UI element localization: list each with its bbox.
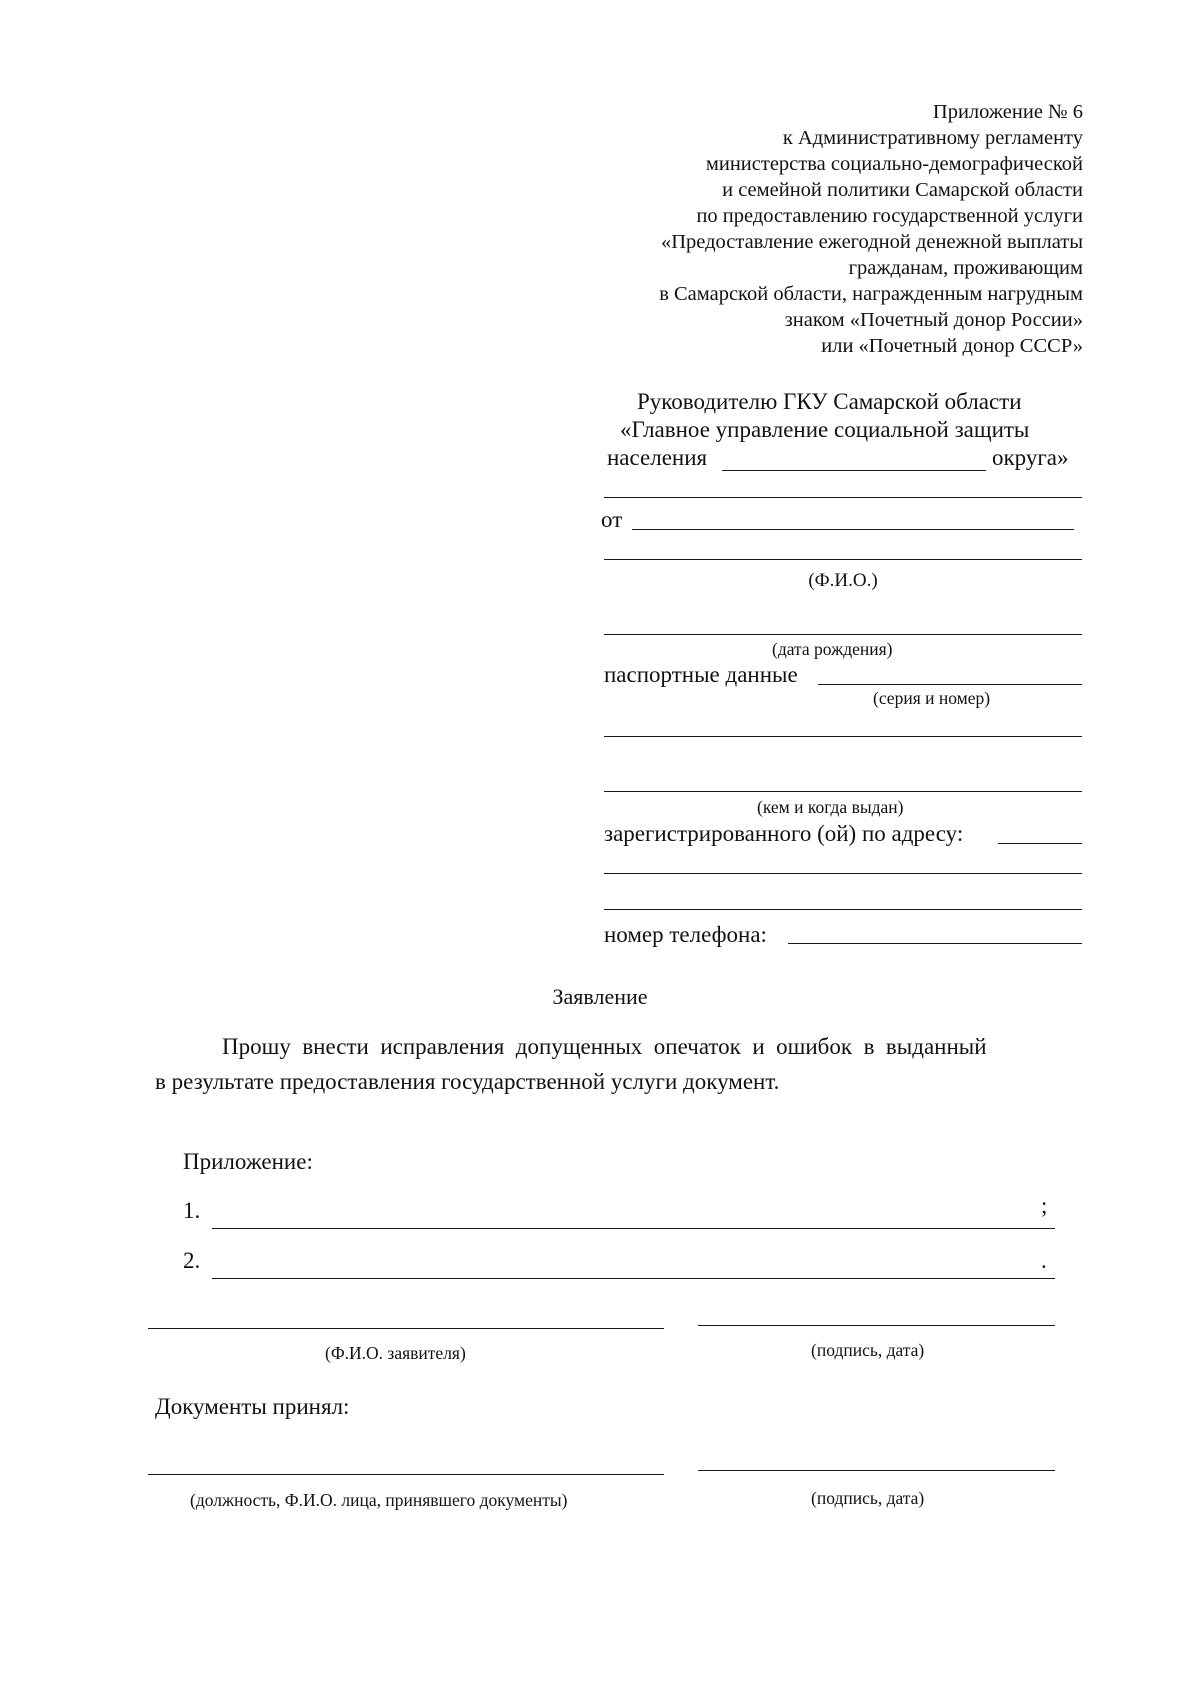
- passport-field[interactable]: [818, 684, 1082, 685]
- appendix-line: в Самарской области, награжденным нагрудным: [659, 283, 1083, 305]
- issued-field[interactable]: [604, 791, 1082, 792]
- addressee-suffix: округа»: [992, 445, 1069, 470]
- fio-caption: (Ф.И.О.): [808, 570, 878, 591]
- address-field-3[interactable]: [604, 909, 1082, 910]
- from-label: от: [601, 507, 623, 532]
- address-field-2[interactable]: [604, 873, 1082, 874]
- document-title: Заявление: [552, 984, 648, 1009]
- appendix-line: по предоставлению государственной услуги: [696, 205, 1083, 227]
- addressee-line-1: Руководителю ГКУ Самарской области: [637, 389, 1022, 414]
- appendix-line: знаком «Почетный донор России»: [784, 309, 1083, 331]
- addressee-extra-field[interactable]: [604, 497, 1082, 498]
- applicant-fio-field[interactable]: [148, 1328, 664, 1329]
- passport-extra-field[interactable]: [604, 736, 1082, 737]
- district-field[interactable]: [722, 470, 986, 471]
- official-sign-caption: (подпись, дата): [811, 1488, 925, 1508]
- address-field[interactable]: [998, 843, 1082, 844]
- phone-label: номер телефона:: [604, 922, 767, 947]
- statement-line-1: Прошу внести исправления допущенных опечаток и ошибок в выданный: [222, 1034, 987, 1059]
- addressee-prefix: населения: [607, 445, 708, 470]
- attachment-field-1[interactable]: [212, 1228, 1055, 1229]
- passport-caption: (серия и номер): [873, 688, 991, 708]
- attachment-end-mark: .: [1041, 1248, 1047, 1273]
- attachment-number: 1.: [183, 1198, 201, 1223]
- addressee-line-2: «Главное управление социальной защиты: [620, 417, 1030, 442]
- appendix-number: Приложение № 6: [932, 101, 1083, 123]
- statement-line-2: в результате предоставления государственной услуги документ.: [155, 1069, 780, 1094]
- appendix-line: или «Почетный донор СССР»: [821, 335, 1083, 357]
- official-caption: (должность, Ф.И.О. лица, принявшего документы): [190, 1490, 568, 1510]
- attachment-number: 2.: [183, 1248, 201, 1273]
- appendix-line: к Административному регламенту: [782, 127, 1083, 149]
- applicant-fio-caption: (Ф.И.О. заявителя): [325, 1343, 466, 1363]
- from-field[interactable]: [632, 529, 1074, 530]
- issued-caption: (кем и когда выдан): [757, 797, 904, 817]
- phone-field[interactable]: [788, 943, 1082, 944]
- official-fio-field[interactable]: [148, 1474, 664, 1475]
- appendix-line: и семейной политики Самарской области: [722, 179, 1083, 201]
- dob-field[interactable]: [604, 634, 1082, 635]
- official-sign-field[interactable]: [698, 1470, 1055, 1471]
- attachment-field-2[interactable]: [212, 1278, 1055, 1279]
- fio-field[interactable]: [604, 559, 1082, 560]
- applicant-sign-caption: (подпись, дата): [811, 1340, 925, 1360]
- attachment-end-mark: ;: [1041, 1193, 1048, 1218]
- dob-caption: (дата рождения): [772, 639, 893, 659]
- attachments-label: Приложение:: [183, 1149, 313, 1174]
- applicant-sign-field[interactable]: [698, 1325, 1055, 1326]
- appendix-line: министерства социально-демографической: [705, 153, 1083, 175]
- accepted-label: Документы принял:: [155, 1394, 350, 1419]
- passport-label: паспортные данные: [604, 662, 798, 687]
- address-label: зарегистрированного (ой) по адресу:: [604, 821, 964, 846]
- appendix-line: «Предоставление ежегодной денежной выплаты: [660, 231, 1083, 253]
- appendix-line: гражданам, проживающим: [848, 257, 1083, 279]
